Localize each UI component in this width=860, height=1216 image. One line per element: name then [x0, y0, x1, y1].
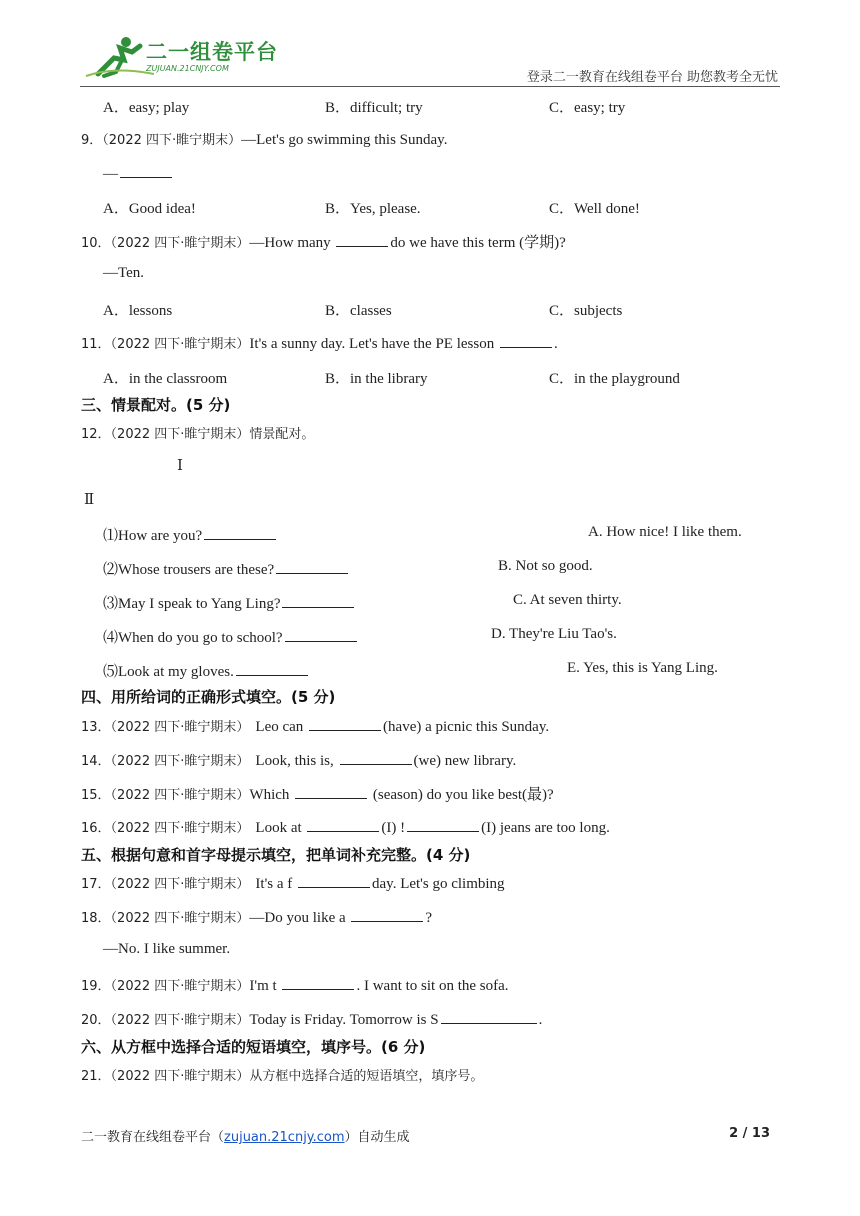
question-number: 11．: [81, 337, 111, 352]
match-left-5: [103, 660, 310, 681]
q9-reply: [103, 163, 174, 183]
q8-option-c: C．easy; try: [549, 100, 626, 116]
question-source: （2022 四下·睢宁期末）: [110, 979, 250, 994]
question-number: 14．: [81, 754, 111, 769]
question-source: （2022 四下·睢宁期末）: [110, 1013, 250, 1028]
answer-blank[interactable]: [120, 163, 172, 178]
question-9: [81, 129, 447, 149]
question-text: Look at: [255, 820, 306, 836]
q11-option-b: B．in the library: [325, 371, 428, 387]
question-text-end: .: [538, 1012, 543, 1028]
answer-blank[interactable]: [295, 784, 367, 799]
q8-option-a: A．easy; play: [103, 100, 190, 116]
q11-option-c: C．in the playground: [549, 371, 680, 387]
question-21: [81, 1065, 483, 1085]
question-13: [81, 716, 549, 736]
question-text: It's a f: [255, 876, 297, 892]
answer-blank[interactable]: [307, 817, 379, 832]
question-text: Leo can: [255, 719, 308, 735]
match-text: ⑴How are you?: [103, 528, 203, 544]
question-number: 9．: [81, 133, 103, 148]
question-number: 13．: [81, 720, 111, 735]
q10-reply: —Ten.: [103, 265, 145, 281]
question-18: [81, 907, 432, 927]
question-number: 19．: [81, 979, 111, 994]
answer-blank[interactable]: [282, 593, 354, 608]
q10-option-b: B．classes: [325, 303, 392, 319]
question-text-end: day. Let's go climbing: [372, 876, 505, 892]
question-source: （2022 四下·睢宁期末）: [110, 754, 250, 769]
match-right-a: A. How nice! I like them.: [588, 524, 742, 540]
question-12: [81, 423, 314, 443]
q11-option-a: A．in the classroom: [103, 371, 228, 387]
header-slogan: 登录二一教育在线组卷平台 助您教考全无忧: [526, 70, 778, 85]
question-16: [81, 817, 610, 837]
section-3-title: 三、情景配对。(5 分): [81, 396, 231, 414]
answer-blank[interactable]: [236, 661, 308, 676]
match-right-d: D. They're Liu Tao's.: [491, 626, 617, 642]
answer-blank[interactable]: [204, 525, 276, 540]
match-left-4: [103, 626, 359, 647]
page-number: 2 / 13: [729, 1126, 770, 1141]
match-right-b: B. Not so good.: [498, 558, 593, 574]
question-10: [81, 231, 566, 252]
answer-blank[interactable]: [340, 750, 412, 765]
question-text-end: (season) do you like best(最)?: [369, 787, 554, 803]
match-left-2: [103, 558, 350, 579]
question-15: [81, 783, 554, 804]
question-number: 12．: [81, 427, 111, 442]
logo: [84, 34, 278, 82]
question-text: —How many: [249, 235, 335, 251]
answer-blank[interactable]: [351, 907, 423, 922]
question-text: I'm t: [249, 978, 281, 994]
footer-text: 二一教育在线组卷平台（: [81, 1130, 225, 1145]
question-text-end: ?: [425, 910, 433, 926]
question-number: 20．: [81, 1013, 111, 1028]
column-1-heading: Ⅰ: [177, 458, 183, 474]
footer-link[interactable]: zujuan.21cnjy.com: [224, 1130, 345, 1145]
question-text-end: (I) jeans are too long.: [481, 820, 610, 836]
q9-option-c: C．Well done!: [549, 201, 640, 217]
answer-blank[interactable]: [441, 1009, 537, 1024]
answer-blank[interactable]: [336, 232, 388, 247]
question-20: [81, 1009, 542, 1029]
question-text-end: (we) new library.: [413, 753, 517, 769]
question-text: —Let's go swimming this Sunday.: [241, 132, 448, 148]
q10-option-a: A．lessons: [103, 303, 173, 319]
question-source: （2022 四下·睢宁期末）: [110, 877, 250, 892]
match-right-e: E. Yes, this is Yang Ling.: [567, 660, 718, 676]
question-text: —Do you like a: [249, 910, 350, 926]
answer-blank[interactable]: [407, 817, 479, 832]
question-number: 15．: [81, 788, 111, 803]
question-number: 10．: [81, 236, 111, 251]
answer-blank[interactable]: [298, 873, 370, 888]
question-text-end: .: [553, 336, 558, 352]
answer-blank[interactable]: [282, 975, 354, 990]
question-11: [81, 333, 558, 353]
question-source: （2022 四下·睢宁期末）: [110, 337, 250, 352]
question-source: （2022 四下·睢宁期末）: [110, 236, 250, 251]
answer-blank[interactable]: [285, 627, 357, 642]
question-14: [81, 750, 516, 770]
question-text: Which: [249, 787, 294, 803]
question-source: （2022 四下·睢宁期末）: [110, 427, 250, 442]
match-text: ⑶May I speak to Yang Ling?: [103, 596, 281, 612]
column-2-heading: Ⅱ: [84, 492, 95, 508]
question-source: （2022 四下·睢宁期末）: [102, 133, 242, 148]
question-source: （2022 四下·睢宁期末）: [110, 788, 250, 803]
question-text-mid: (I) !: [381, 820, 406, 836]
logo-url: ZUJUAN.21CNJY.COM: [146, 64, 229, 73]
reply-dash: —: [103, 166, 118, 182]
question-text: It's a sunny day. Let's have the PE lesson: [249, 336, 498, 352]
q9-option-a: A．Good idea!: [103, 201, 196, 217]
question-text: 从方框中选择合适的短语填空，填序号。: [249, 1069, 484, 1084]
footer-text-end: ）自动生成: [344, 1130, 410, 1145]
question-number: 18．: [81, 911, 111, 926]
section-5-title: 五、根据句意和首字母提示填空，把单词补充完整。(4 分): [81, 846, 471, 864]
question-text: 情景配对。: [249, 427, 315, 442]
match-right-c: C. At seven thirty.: [513, 592, 622, 608]
question-number: 17．: [81, 877, 111, 892]
answer-blank[interactable]: [276, 559, 348, 574]
q9-option-b: B．Yes, please.: [325, 201, 421, 217]
question-text: Today is Friday. Tomorrow is S: [249, 1012, 439, 1028]
answer-blank[interactable]: [309, 716, 381, 731]
question-text-end: . I want to sit on the sofa.: [356, 978, 509, 994]
question-text-end: do we have this term (学期)?: [390, 235, 566, 251]
question-number: 16．: [81, 821, 111, 836]
header-divider: [80, 86, 780, 87]
question-19: [81, 975, 509, 995]
answer-blank[interactable]: [500, 333, 552, 348]
question-17: [81, 873, 505, 893]
question-text: Look, this is,: [255, 753, 338, 769]
match-text: ⑵Whose trousers are these?: [103, 562, 275, 578]
logo-title: 二一组卷平台: [146, 40, 278, 64]
match-left-1: [103, 524, 278, 545]
section-6-title: 六、从方框中选择合适的短语填空，填序号。(6 分): [81, 1038, 426, 1056]
question-source: （2022 四下·睢宁期末）: [110, 1069, 250, 1084]
question-number: 21．: [81, 1069, 111, 1084]
q8-option-b: B．difficult; try: [325, 100, 423, 116]
footer-credit: [81, 1126, 410, 1145]
match-left-3: [103, 592, 356, 613]
q10-option-c: C．subjects: [549, 303, 623, 319]
section-4-title: 四、用所给词的正确形式填空。(5 分): [81, 688, 336, 706]
match-text: ⑸Look at my gloves.: [103, 664, 234, 680]
question-text-end: (have) a picnic this Sunday.: [383, 719, 550, 735]
question-source: （2022 四下·睢宁期末）: [110, 821, 250, 836]
question-source: （2022 四下·睢宁期末）: [110, 720, 250, 735]
question-source: （2022 四下·睢宁期末）: [110, 911, 250, 926]
q18-reply: —No. I like summer.: [103, 941, 231, 957]
match-text: ⑷When do you go to school?: [103, 630, 283, 646]
